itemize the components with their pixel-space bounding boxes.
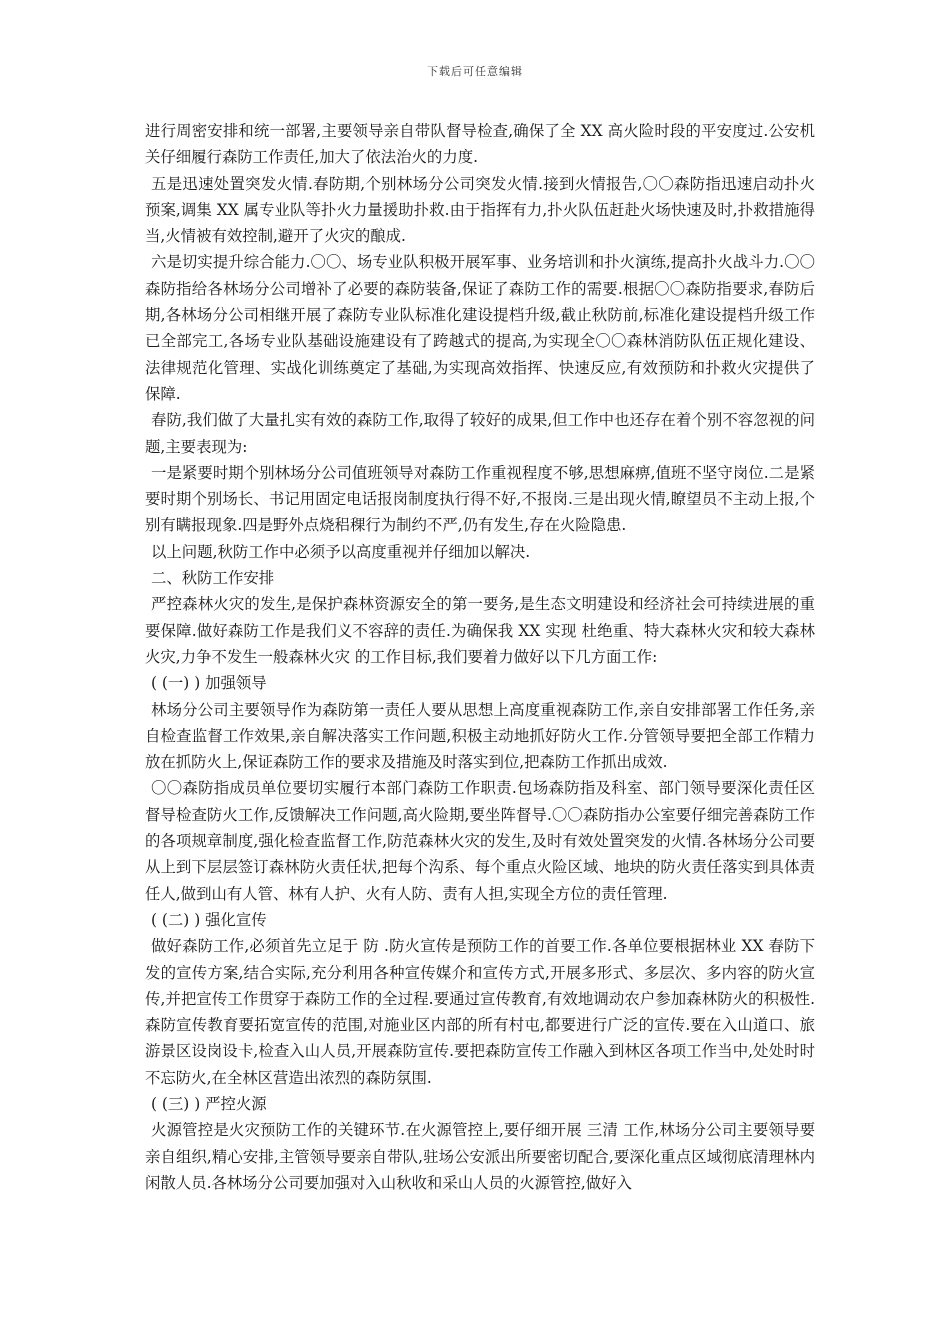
paragraph: 〇〇森防指成员单位要切实履行本部门森防工作职责.包场森防指及科室、部门领导要深化责任区督导检查防火工作,反馈解决工作问题,高火险期,要坐阵督导.〇〇森防指办公室要仔细完善森防工作的各项规章制度,强化检查监督工作,防范森林火灾的发生,及时有效处置突发的火情.各林场分公司要从上到下层层签订森林防火责任状,把每个沟系、每个重点火险区域、地块的防火责任落实到具体责任人,做到山有人管、林有人护、火有人防、责有人担,实现全方位的责任管理. (145, 779, 815, 903)
paragraph: 林场分公司主要领导作为森防第一责任人要从思想上高度重视森防工作,亲自安排部署工作任务,亲自检查监督工作效果,亲自解决落实工作问题,积极主动地抓好防火工作.分管领导要把全部工作精力放在抓防火上,保证森防工作的要求及措施及时落实到位,把森防工作抓出成效. (145, 700, 815, 772)
subsection-heading: ( (一) ) 加强领导 (151, 674, 267, 693)
paragraph: 火源管控是火灾预防工作的关键环节.在火源管控上,要仔细开展 三清 工作,林场分公司主要领导要亲自组织,精心安排,主管领导要亲自带队,驻场公安派出所要密切配合,要深化重点区域彻底清理林内闲散人员.各林场分公司要加强对入山秋收和采山人员的火源管控,做好入 (145, 1121, 815, 1192)
subsection-heading: ( (二) ) 强化宣传 (151, 910, 267, 929)
page-header: 下载后可任意编辑 (427, 65, 523, 78)
paragraph: 春防,我们做了大量扎实有效的森防工作,取得了较好的成果,但工作中也还存在着个别不容忽视的问题,主要表现为: (145, 411, 815, 456)
paragraph: 进行周密安排和统一部署,主要领导亲自带队督导检查,确保了全 XX 高火险时段的平安度过.公安机关仔细履行森防工作责任,加大了依法治火的力度. (145, 122, 815, 167)
document-body (145, 118, 815, 1196)
paragraph: 严控森林火灾的发生,是保护森林资源安全的第一要务,是生态文明建设和经济社会可持续进展的重要保障.做好森防工作是我们义不容辞的责任.为确保我 XX 实现 杜绝重、特大森林火灾和较大森林火灾,力争不发生一般森林火灾 的工作目标,我们要着力做好以下几方面工作: (145, 595, 815, 666)
paragraph: 六是切实提升综合能力.〇〇、场专业队积极开展军事、业务培训和扑火演练,提高扑火战斗力.〇〇森防指给各林场分公司增补了必要的森防装备,保证了森防工作的需要.根据〇〇森防指要求,春防后期,各林场分公司相继开展了森防专业队标准化建设提档升级,截止秋防前,标准化建设提档升级工作已全部完工,各场专业队基础设施建设有了跨越式的提高,为实现全〇〇森林消防队伍正规化建设、法律规范化管理、实战化训练奠定了基础,为实现高效指挥、快速反应,有效预防和扑救火灾提供了保障. (145, 253, 815, 403)
paragraph: 以上问题,秋防工作中必须予以高度重视并仔细加以解决. (151, 542, 531, 561)
paragraph: 做好森防工作,必须首先立足于 防 .防火宣传是预防工作的首要工作.各单位要根据林业 XX 春防下发的宣传方案,结合实际,充分利用各种宣传媒介和宣传方式,开展多形式、多层次、多内容的防火宣传,并把宣传工作贯穿于森防工作的全过程.要通过宣传教育,有效地调动农户参加森林防火的积极性.森防宣传教育要拓宽宣传的范围,对施业区内部的所有村屯,都要进行广泛的宣传.要在入山道口、旅游景区设岗设卡,检查入山人员,开展森防宣传.要把森防宣传工作融入到林区各项工作当中,处处时时不忘防火,在全林区营造出浓烈的森防氛围. (145, 937, 815, 1087)
subsection-heading: ( (三) ) 严控火源 (151, 1094, 267, 1113)
paragraph: 一是紧要时期个别林场分公司值班领导对森防工作重视程度不够,思想麻痹,值班不坚守岗位.二是紧要时期个别场长、书记用固定电话报岗制度执行得不好,不报岗.三是出现火情,瞭望员不主动上报,个别有瞒报现象.四是野外点烧稆稞行为制约不严,仍有发生,存在火险隐患. (145, 463, 815, 535)
paragraph: 五是迅速处置突发火情.春防期,个别林场分公司突发火情.接到火情报告,〇〇森防指迅速启动扑火预案,调集 XX 属专业队等扑火力量援助扑救.由于指挥有力,扑火队伍赶赴火场快速及时,扑救措施得当,火情被有效控制,避开了火灾的酿成. (145, 174, 815, 246)
section-heading: 二、秋防工作安排 (151, 569, 275, 588)
